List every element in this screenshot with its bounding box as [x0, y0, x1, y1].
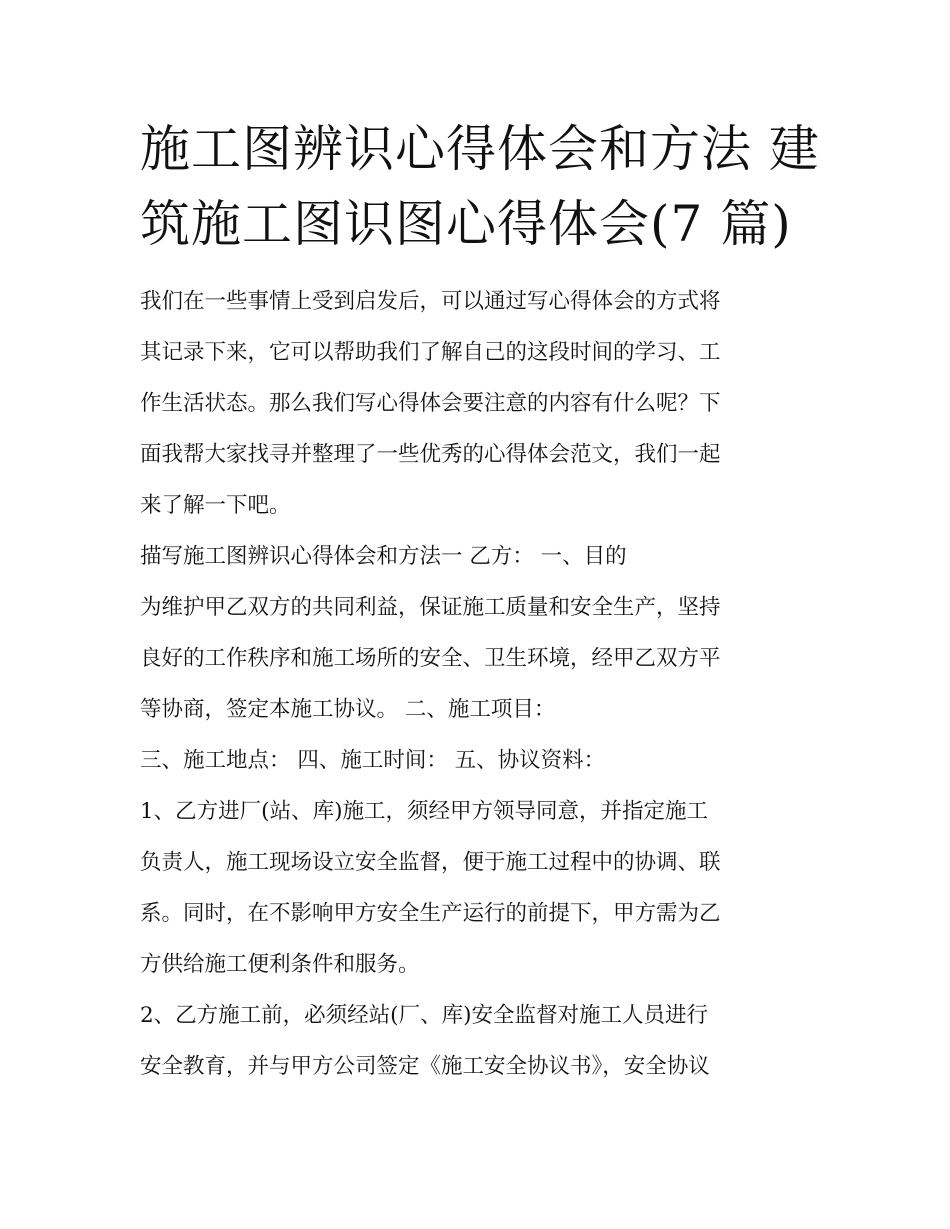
text-line: 描写施工图辨识心得体会和方法一 乙方： 一、目的 — [140, 544, 627, 569]
text-line: 等协商，签定本施工协议。 二、施工项目： — [140, 697, 556, 722]
text-line: 2、乙方施工前，必须经站(厂、库)安全监督对施工人员进行 — [140, 1003, 708, 1028]
text-line: 安全教育，并与甲方公司签定《施工安全协议书》，安全协议 — [140, 1054, 710, 1079]
text-line: 面我帮大家找寻并整理了一些优秀的心得体会范文，我们一起 — [140, 442, 721, 467]
title-line: 施工图辨识心得体会和方法 建 — [140, 120, 820, 178]
text-line: 作生活状态。那么我们写心得体会要注意的内容有什么呢？下 — [140, 391, 721, 416]
text-line: 方供给施工便利条件和服务。 — [140, 952, 420, 977]
text-line: 良好的工作秩序和施工场所的安全、卫生环境，经甲乙双方平 — [140, 646, 721, 671]
text-line: 1、乙方进厂(站、库)施工，须经甲方领导同意，并指定施工 — [140, 799, 708, 824]
text-line: 我们在一些事情上受到启发后，可以通过写心得体会的方式将 — [140, 289, 721, 314]
text-line: 系。同时，在不影响甲方安全生产运行的前提下，甲方需为乙 — [140, 901, 721, 926]
intro-paragraph — [140, 276, 820, 531]
text-line: 负责人，施工现场设立安全监督，便于施工过程中的协调、联 — [140, 850, 721, 875]
clause-2-paragraph — [140, 990, 820, 1092]
section-heading-paragraph — [140, 531, 820, 582]
text-line: 为维护甲乙双方的共同利益，保证施工质量和安全生产，坚持 — [140, 595, 721, 620]
title-line: 筑施工图识图心得体会(7 篇) — [140, 195, 792, 253]
text-line: 三、施工地点： 四、施工时间： 五、协议资料： — [140, 748, 606, 773]
document-title — [140, 112, 820, 262]
purpose-paragraph — [140, 582, 820, 735]
text-line: 来了解一下吧。 — [140, 493, 291, 518]
clause-1-paragraph — [140, 786, 820, 990]
items-paragraph — [140, 735, 820, 786]
text-line: 其记录下来，它可以帮助我们了解自己的这段时间的学习、工 — [140, 340, 721, 365]
